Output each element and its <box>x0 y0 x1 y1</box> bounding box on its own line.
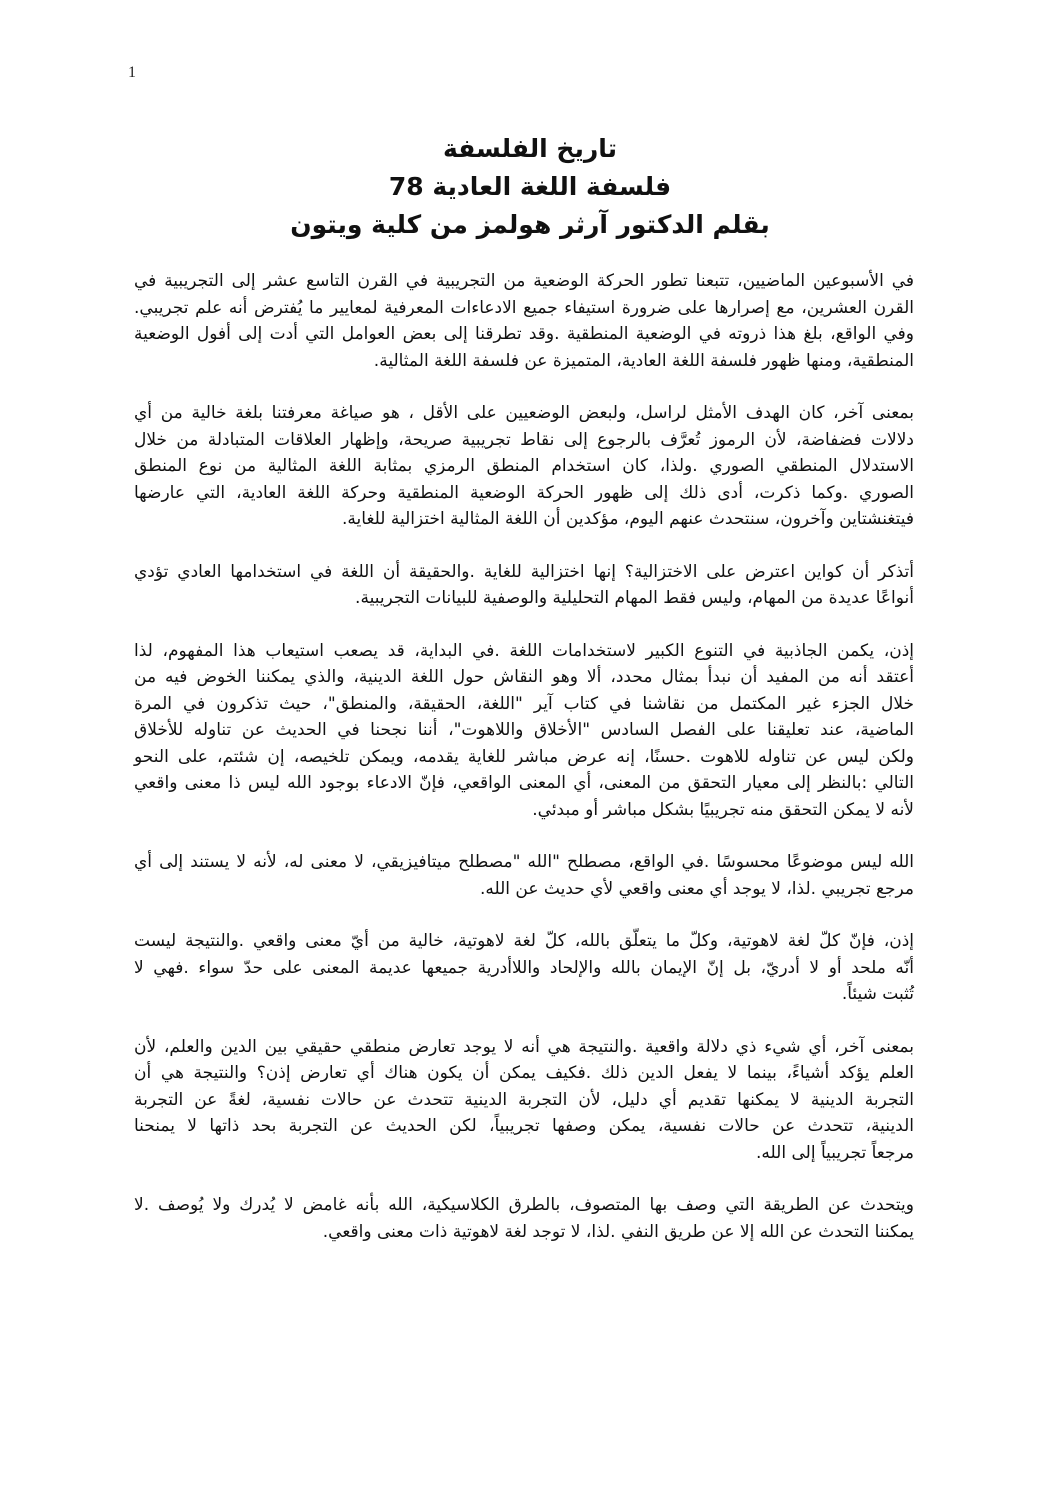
title-series: تاريخ الفلسفة <box>442 134 618 163</box>
paragraph-line: الماضية، عند تعليقنا على الفصل السادس "الأخلاق واللاهوت"، أننا نجحنا في الحديث عن تناوله للأخلاق <box>134 720 914 740</box>
paragraph-2 <box>134 400 914 533</box>
paragraph-line: إذن، يكمن الجاذبية في التنوع الكبير لاستخدامات اللغة .في البداية، قد يصعب استيعاب هذا المفهوم، لذا <box>134 640 914 661</box>
paragraph-3 <box>134 559 914 612</box>
paragraph-line: أنواعًا عديدة من المهام، وليس فقط المهام التحليلية والوصفية للبيانات التجريبية. <box>355 588 914 608</box>
paragraph-line: الله ليس موضوعًا محسوسًا .في الواقع، مصطلح "الله "مصطلح ميتافيزيقي، لا معنى له، لأنه لا يستند إلى أي <box>134 852 914 872</box>
paragraph-4 <box>134 638 914 824</box>
paragraph-6 <box>134 928 914 1008</box>
paragraph-line: الصوري .وكما ذكرت، أدى ذلك إلى ظهور الحركة الوضعية المنطقية وحركة اللغة العادية، التي عارضها <box>134 482 914 503</box>
document-title <box>140 130 920 244</box>
paragraph-line: الاستدلال المنطقي الصوري .ولذا، كان استخدام المنطق الرمزي بمثابة اللغة المثالية من نوع المنطق <box>134 456 914 476</box>
paragraph-line: مرجعاً تجريبياً إلى الله. <box>756 1142 914 1163</box>
paragraph-line: في الأسبوعين الماضيين، تتبعنا تطور الحركة الوضعية من التجريبية في القرن التاسع عشر إلى التجريبية في <box>134 271 914 291</box>
paragraph-line: أتذكر أن كواين اعترض على الاختزالية؟ إنها اختزالية للغاية .والحقيقة أن اللغة في استخدامها العادي تؤدي <box>134 561 914 582</box>
paragraph-line: يمكننا التحدث عن الله إلا عن طريق النفي .لذا، لا توجد لغة لاهوتية ذات معنى واقعي. <box>322 1221 914 1242</box>
paragraph-line: دلالات فضفاضة، لأن الرموز تُعرَّف بالرجوع إلى نقاط تجريبية صريحة، وإظهار العلاقات المتبادلة من خلال <box>134 429 914 450</box>
paragraph-line: تُثبت شيئاً. <box>841 984 914 1004</box>
paragraph-line: خلال الجزء غير المكتمل من نقاشنا في كتاب آير "اللغة، الحقيقة، والمنطق"، حيث تذكرون في المرة <box>134 693 914 714</box>
paragraph-line: ولكن ليس عن تناوله للاهوت .حسنًا، إنه عرض مباشر للغاية يقدمه، ويمكن تلخيصه، إن شئتم، على النحو <box>134 746 914 767</box>
paragraph-1 <box>134 268 914 374</box>
paragraph-line: العلم يؤكد أشياءً، بينما لا يفعل الدين ذلك .فكيف يمكن أن يكون هناك أي تعارض إذن؟ والنتيجة هي أن <box>134 1063 914 1083</box>
paragraph-line: لأنه لا يمكن التحقق منه تجريبيًا بشكل مباشر أو مبدئي. <box>532 799 914 820</box>
paragraph-line: وفي الواقع، بلغ هذا ذروته في الوضعية المنطقية .وقد تطرقنا إلى بعض العوامل التي أدت إلى أفول الوضعية <box>134 324 914 344</box>
paragraph-5 <box>134 849 914 902</box>
paragraph-line: الدينية، تتحدث عن حالات نفسية، يمكن وصفها تجريبياً، لكن الحديث عن التجربة بحد ذاتها لا يمنحنا <box>134 1116 914 1136</box>
paragraph-7 <box>134 1034 914 1167</box>
paragraph-line: القرن العشرين، مع إصرارها على ضرورة استيفاء جميع الادعاءات المعرفية لمعايير ما يُفترض أنه علم تجريبي. <box>134 297 914 318</box>
document-body <box>134 268 914 1271</box>
paragraph-line: ويتحدث عن الطريقة التي وصف بها المتصوف، بالطرق الكلاسيكية، الله بأنه غامض لا يُدرك ولا يُوصف .لا <box>134 1195 914 1215</box>
paragraph-line: فيتغنشتاين وآخرون، سنتحدث عنهم اليوم، مؤكدين أن اللغة المثالية اختزالية للغاية. <box>342 509 914 529</box>
paragraph-line: إذن، فإنّ كلّ لغة لاهوتية، وكلّ ما يتعلّق بالله، كلّ لغة لاهوتية، خالية من أيّ معنى واقعي .والنتيجة ليست <box>134 931 914 951</box>
paragraph-line: بمعنى آخر، أي شيء ذي دلالة واقعية .والنتيجة هي أنه لا يوجد تعارض منطقي حقيقي بين الدين والعلم، لأن <box>134 1036 914 1057</box>
paragraph-line: التالي :بالنظر إلى معيار التحقق من المعنى، أي المعنى الواقعي، فإنّ الادعاء بوجود الله ليس ذا معنى واقعي <box>134 773 914 793</box>
paragraph-line: أنّه ملحد أو لا أدريّ، بل إنّ الإيمان بالله والإلحاد واللاأدرية جميعها عديمة المعنى على حدّ سواء .فهي لا <box>134 957 914 978</box>
paragraph-line: مرجع تجريبي .لذا، لا يوجد أي معنى واقعي لأي حديث عن الله. <box>479 878 914 899</box>
title-lecture: فلسفة اللغة العادية 78 <box>388 172 672 201</box>
paragraph-line: بمعنى آخر، كان الهدف الأمثل لراسل، ولبعض الوضعيين على الأقل ، هو صياغة معرفتنا بلغة خالية من أي <box>134 403 914 423</box>
title-author: بقلم الدكتور آرثر هولمز من كلية ويتون <box>290 210 770 239</box>
page-number: 1 <box>128 64 136 81</box>
paragraph-line: التجربة الدينية لا يمكنها تقديم أي دليل، لأن التجربة الدينية تتحدث عن حالات نفسية، لغةً عن التجربة <box>134 1089 914 1110</box>
paragraph-line: المنطقية، ومنها ظهور فلسفة اللغة العادية، المتميزة عن فلسفة اللغة المثالية. <box>373 350 914 371</box>
paragraph-8 <box>134 1192 914 1245</box>
paragraph-line: أعتقد أنه من المفيد أن نبدأ بمثال محدد، ألا وهو النقاش حول اللغة الدينية، والذي يمكننا الخوض فيه من <box>134 667 914 687</box>
